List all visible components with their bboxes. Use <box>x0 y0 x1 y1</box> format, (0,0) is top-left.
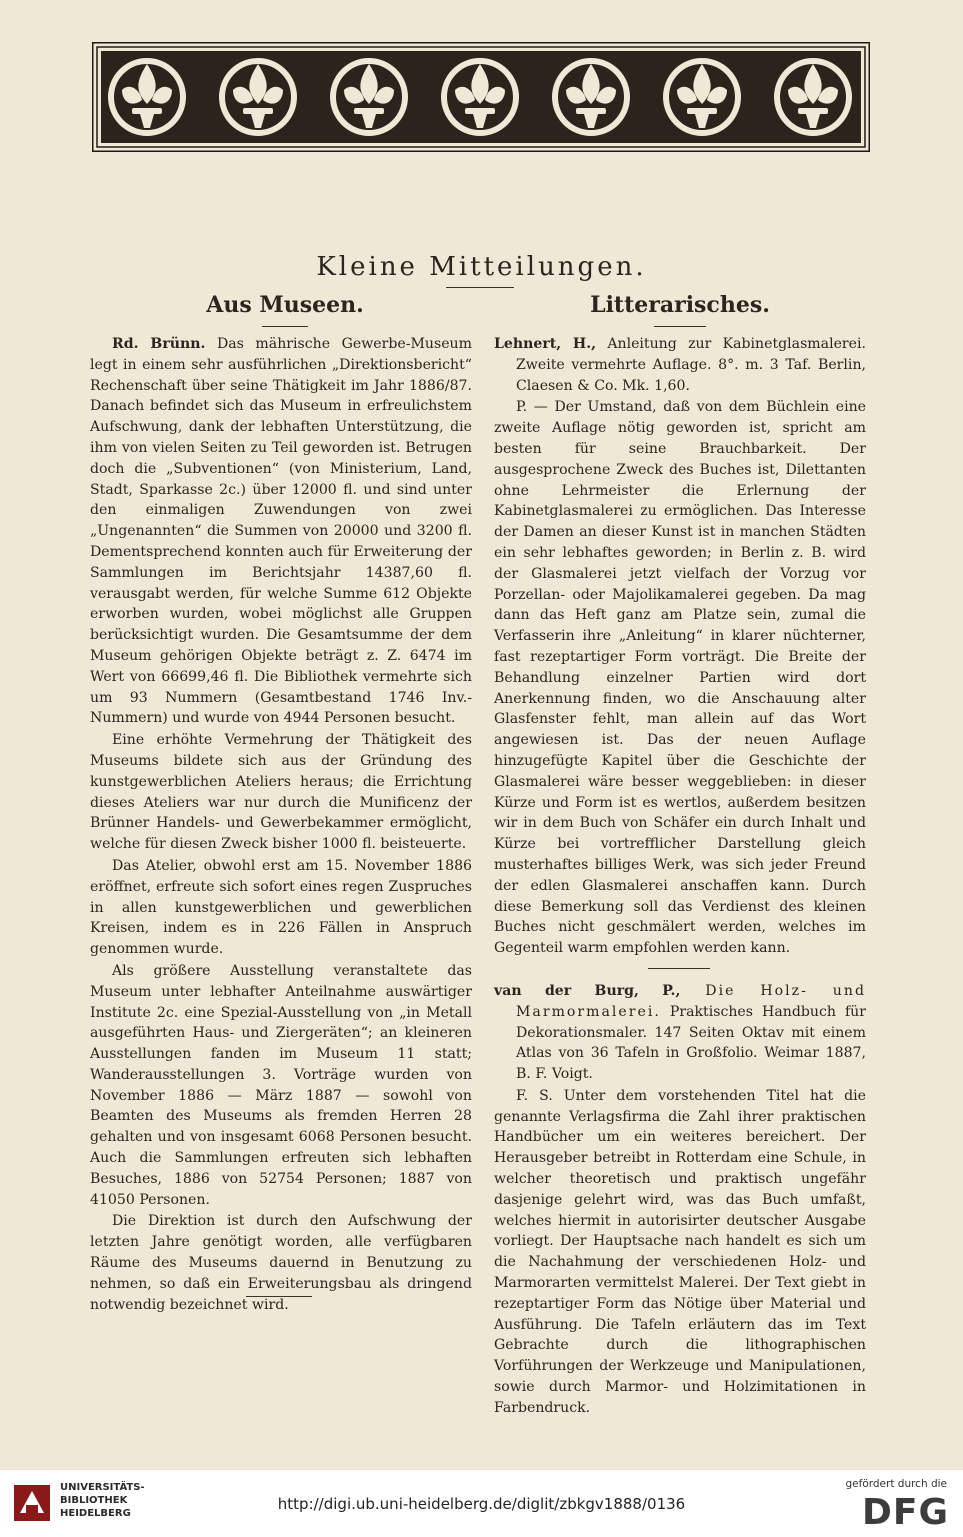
source-url-link[interactable]: http://digi.ub.uni-heidelberg.de/diglit/zbkgv1888/0136 <box>277 1495 686 1513</box>
museum-paragraph: Als größere Ausstellung veranstaltete das Museum unter lebhafter Anteilnahme auswärtiger Institute 2c. eine Spezial-Ausstellung von „in Metall ausgeführten Haus- und Ziergeräten“; an kleineren Ausstellungen fanden im Museum 11 statt; Wanderausstellungen 3. Vorträge wurden von November 1886 — März 1887 — sowohl von Beamten des Museums als fremden Herren 28 gehalten und von insgesamt 6068 Personen besucht. Auch die Sammlungen erfreuten sich lebhaften Besuches, 1886 von 52754 Personen; 1887 von 41050 Personen. <box>90 962 472 1208</box>
dateline: Rd. Brünn. <box>112 336 206 352</box>
right-column <box>494 334 866 1419</box>
book-review: P. — Der Umstand, daß von dem Büchlein eine zweite Auflage nötig geworden ist, spricht am besten für seine Brauchbarkeit. Der ausgesprochene Zweck des Buches ist, Dilettanten ohne Lehrmeister die Erlernung der Kabinetglasmalerei zu ermöglichen. Das Interesse der Damen an dieser Kunst ist in manchen Städten ein sehr lebhaftes geworden; in Berlin z. B. wird der Glasmalerei jetzt vielfach der Vorzug vor Porzellan- oder Majolikamalerei gegeben. Da mag dann das Heft ganz am Platze sein, zumal die Verfasserin ihre „Anleitung“ in klarer nüchterner, fast rezeptartiger Form vorträgt. Die Breite der Behandlung einzelner Partien wird dort Anerkennung finden, wo die Anschauung alter Glasfenster fehlt, man allein auf das Wort angewiesen ist. Das der neuen Auflage hinzugefügte Kapitel über die Geschichte der Glasmalerei wäre besser weggeblieben: in dieser Kürze und Form ist es wertlos, außerdem besitzen wir in dem Buch von Schäfer ein durch Inhalt und Kürze bei vortrefflicher Darstellung gleich musterhaftes billiges Werk, was sich jeder Freund der edlen Glasmalerei anschaffen kann. Durch diese Bemerkung soll das Verdienst des kleinen Buches nicht geschmälert werden, welches im Gegenteil warm empfohlen werden kann. <box>494 399 866 957</box>
book-review: F. S. Unter dem vorstehenden Titel hat die genannte Verlagsfirma die Zahl ihrer praktischen Handbücher um ein weiteres bereichert. Der Herausgeber betreibt in Rotterdam eine Schule, in welcher theoretisch und praktisch ungefähr dasjenige gelehrt wird, was das Buch umfaßt, welches hiermit in autorisirter deutscher Ausgabe vorliegt. Der Hauptsache nach handelt es sich um die Nachahmung der verschiedenen Holz- und Marmorarten vermittelst Malerei. Der Text giebt in rezeptartiger Form das Nötige über Material und Ausführung. Die Tafeln erläutern das im Text Gebrachte durch die lithographischen Vorführungen der Werkzeuge und Manipulationen, sowie durch Marmor- und Holzimitationen in Farbendruck. <box>494 1087 866 1416</box>
left-heading-rule <box>262 326 308 327</box>
dfg-logo: DFG <box>861 1492 949 1533</box>
funding-note: gefördert durch die <box>845 1478 947 1490</box>
book-citation: Lehnert, H., Anleitung zur Kabinetglasmalerei. Zweite vermehrte Auflage. 8°. m. 3 Taf. Berlin, Claesen & Co. Mk. 1,60. <box>494 336 866 394</box>
right-column-heading: Litterarisches. <box>590 292 770 318</box>
library-name: UNIVERSITÄTS- BIBLIOTHEK HEIDELBERG <box>60 1482 145 1519</box>
museum-paragraph: Die Direktion ist durch den Aufschwung der letzten Jahre genötigt worden, alle verfügbaren Räume des Museums dauernd in Benutzung zu nehmen, so daß ein Erweiterungsbau als dringend notwendig bezeichnet wird. <box>90 1213 472 1313</box>
title-rule <box>446 287 514 288</box>
page-title: Kleine Mitteilungen. <box>316 252 647 282</box>
museum-paragraph: Rd. Brünn. Das mährische Gewerbe-Museum legt in einem sehr ausführlichen „Direktionsbericht“ Rechenschaft über seine Thätigkeit im Jahr 1886/87. Danach befindet sich das Museum in erfreulichstem Aufschwung, dank der lebhaften Unterstützung, die ihm von vielen Seiten zu Teil geworden ist. Betrugen doch die „Subventionen“ (von Ministerium, Land, Stadt, Sparkasse 2c.) über 12000 fl. und sind unter den einmaligen Zuwendungen von zwei „Ungenannten“ die Summen von 20000 und 3200 fl. Dementsprechend konnten auch für Erweiterung der Sammlungen im Berichtsjahr 14387,60 fl. verausgabt werden, für welche Summe 612 Objekte erworben wurden, wobei möglichst alle Gruppen berücksichtigt wurden. Die Gesamtsumme der dem Museum gehörigen Objekte beträgt z. Z. 6474 im Wert von 66699,46 fl. Die Bibliothek vermehrte sich um 93 Nummern (Gesamtbestand 1746 Inv.-Nummern) und wurde von 4944 Personen besucht. <box>90 336 472 727</box>
entry-separator <box>648 968 710 969</box>
left-column-end-rule <box>246 1296 312 1297</box>
museum-paragraph: Das Atelier, obwohl erst am 15. November 1886 eröffnet, erfreute sich sofort eines regen Zuspruches in allen kunstgewerblichen und gewerblichen Kreisen, indem es in 226 Fällen in Anspruch genommen wurde. <box>90 857 472 958</box>
book-citation: van der Burg, P., Die Holz- und Marmormalerei. Praktisches Handbuch für Dekorationsmaler. 147 Seiten Oktav mit einem Atlas von 36 Tafeln in Großfolio. Weimar 1887, B. F. Voigt. <box>494 982 866 1083</box>
museum-paragraph: Eine erhöhte Vermehrung der Thätigkeit des Museums bildete sich aus der Gründung des kunstgewerblichen Ateliers heraus; die Errichtung dieses Ateliers war nur durch die Munificenz der Brünner Handels- und Gewerbekammer ermöglicht, welche für diesen Zweck bisher 1000 fl. beisteuerte. <box>90 732 472 853</box>
left-column-heading: Aus Museen. <box>206 292 364 318</box>
decorative-header-ornament <box>92 42 870 152</box>
left-column <box>90 334 472 1315</box>
right-heading-rule <box>654 326 706 327</box>
